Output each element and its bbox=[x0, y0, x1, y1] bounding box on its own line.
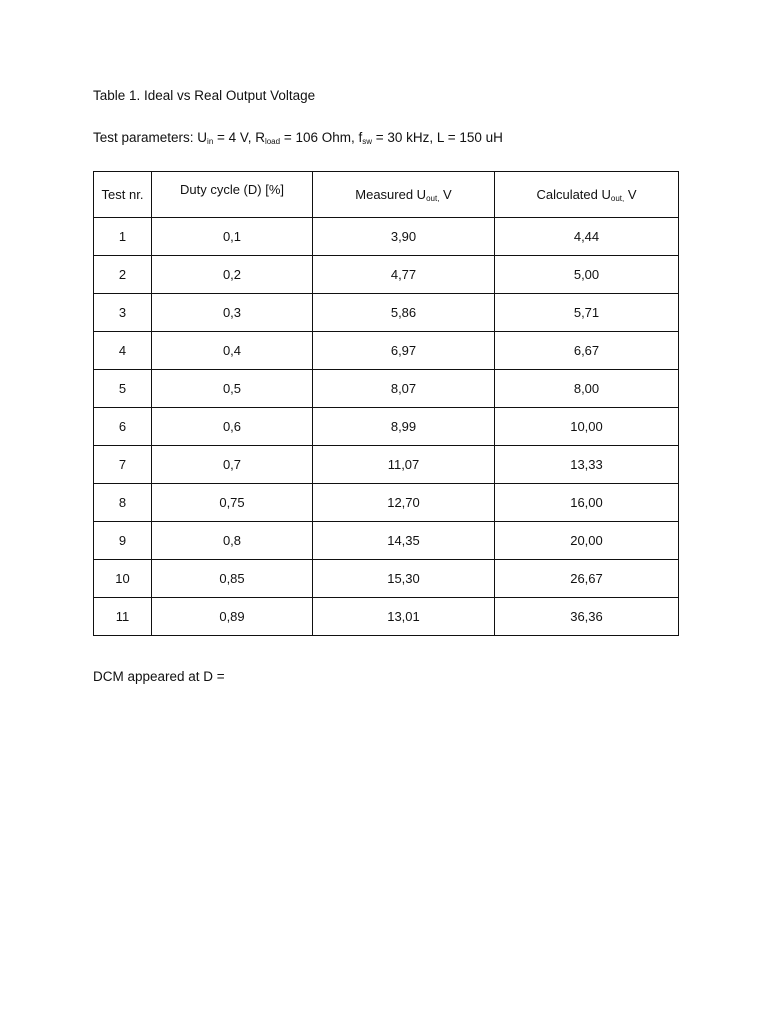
cell-test-nr: 4 bbox=[94, 332, 152, 370]
cell-duty-cycle: 0,75 bbox=[152, 484, 313, 522]
cell-duty-cycle: 0,2 bbox=[152, 256, 313, 294]
cell-calculated: 10,00 bbox=[495, 408, 679, 446]
header-calculated-unit: V bbox=[624, 186, 637, 202]
uin-subscript: in bbox=[207, 137, 214, 146]
header-measured-main: Measured U bbox=[355, 186, 427, 202]
cell-duty-cycle: 0,89 bbox=[152, 598, 313, 636]
table-row bbox=[94, 294, 679, 332]
cell-test-nr: 2 bbox=[94, 256, 152, 294]
cell-duty-cycle: 0,5 bbox=[152, 370, 313, 408]
cell-calculated: 5,71 bbox=[495, 294, 679, 332]
cell-measured: 12,70 bbox=[313, 484, 495, 522]
cell-calculated: 8,00 bbox=[495, 370, 679, 408]
table-row bbox=[94, 218, 679, 256]
cell-duty-cycle: 0,8 bbox=[152, 522, 313, 560]
fsw-subscript: sw bbox=[362, 137, 373, 146]
table-row bbox=[94, 598, 679, 636]
cell-duty-cycle: 0,7 bbox=[152, 446, 313, 484]
table-header-row bbox=[94, 172, 679, 218]
cell-duty-cycle: 0,85 bbox=[152, 560, 313, 598]
header-calculated-subscript: out, bbox=[610, 193, 625, 203]
cell-calculated: 36,36 bbox=[495, 598, 679, 636]
results-table bbox=[93, 171, 679, 636]
cell-measured: 13,01 bbox=[313, 598, 495, 636]
table-row bbox=[94, 370, 679, 408]
cell-calculated: 16,00 bbox=[495, 484, 679, 522]
cell-measured: 4,77 bbox=[313, 256, 495, 294]
cell-test-nr: 1 bbox=[94, 218, 152, 256]
cell-test-nr: 10 bbox=[94, 560, 152, 598]
cell-test-nr: 3 bbox=[94, 294, 152, 332]
cell-test-nr: 8 bbox=[94, 484, 152, 522]
table-row bbox=[94, 446, 679, 484]
cell-calculated: 20,00 bbox=[495, 522, 679, 560]
table-row bbox=[94, 484, 679, 522]
header-test-nr: Test nr. bbox=[94, 172, 152, 218]
cell-measured: 5,86 bbox=[313, 294, 495, 332]
table-row bbox=[94, 522, 679, 560]
table-row bbox=[94, 560, 679, 598]
params-rload-rest: = 106 Ohm, f bbox=[280, 130, 363, 145]
table-caption: Table 1. Ideal vs Real Output Voltage bbox=[93, 88, 316, 103]
test-parameters bbox=[93, 130, 503, 146]
cell-calculated: 13,33 bbox=[495, 446, 679, 484]
cell-measured: 8,07 bbox=[313, 370, 495, 408]
cell-measured: 14,35 bbox=[313, 522, 495, 560]
cell-calculated: 4,44 bbox=[495, 218, 679, 256]
table-row bbox=[94, 256, 679, 294]
cell-measured: 6,97 bbox=[313, 332, 495, 370]
rload-subscript: load bbox=[264, 137, 281, 146]
cell-test-nr: 11 bbox=[94, 598, 152, 636]
header-measured-subscript: out, bbox=[426, 193, 440, 203]
cell-duty-cycle: 0,6 bbox=[152, 408, 313, 446]
header-calculated-main: Calculated U bbox=[536, 186, 611, 202]
cell-calculated: 26,67 bbox=[495, 560, 679, 598]
cell-test-nr: 9 bbox=[94, 522, 152, 560]
cell-test-nr: 6 bbox=[94, 408, 152, 446]
header-calculated-uout bbox=[495, 172, 679, 218]
params-prefix: Test parameters: U bbox=[93, 130, 208, 145]
cell-measured: 11,07 bbox=[313, 446, 495, 484]
header-duty-cycle: Duty cycle (D) [%] bbox=[152, 172, 313, 218]
cell-calculated: 5,00 bbox=[495, 256, 679, 294]
header-measured-uout bbox=[313, 172, 495, 218]
cell-test-nr: 5 bbox=[94, 370, 152, 408]
cell-duty-cycle: 0,1 bbox=[152, 218, 313, 256]
dcm-note: DCM appeared at D = bbox=[93, 669, 225, 684]
table-row bbox=[94, 408, 679, 446]
cell-measured: 15,30 bbox=[313, 560, 495, 598]
cell-duty-cycle: 0,3 bbox=[152, 294, 313, 332]
cell-test-nr: 7 bbox=[94, 446, 152, 484]
cell-measured: 8,99 bbox=[313, 408, 495, 446]
cell-calculated: 6,67 bbox=[495, 332, 679, 370]
cell-duty-cycle: 0,4 bbox=[152, 332, 313, 370]
cell-measured: 3,90 bbox=[313, 218, 495, 256]
params-fsw-rest: = 30 kHz, L = 150 uH bbox=[372, 130, 503, 145]
table-row bbox=[94, 332, 679, 370]
params-uin-rest: = 4 V, R bbox=[213, 130, 265, 145]
header-measured-unit: V bbox=[439, 186, 452, 202]
